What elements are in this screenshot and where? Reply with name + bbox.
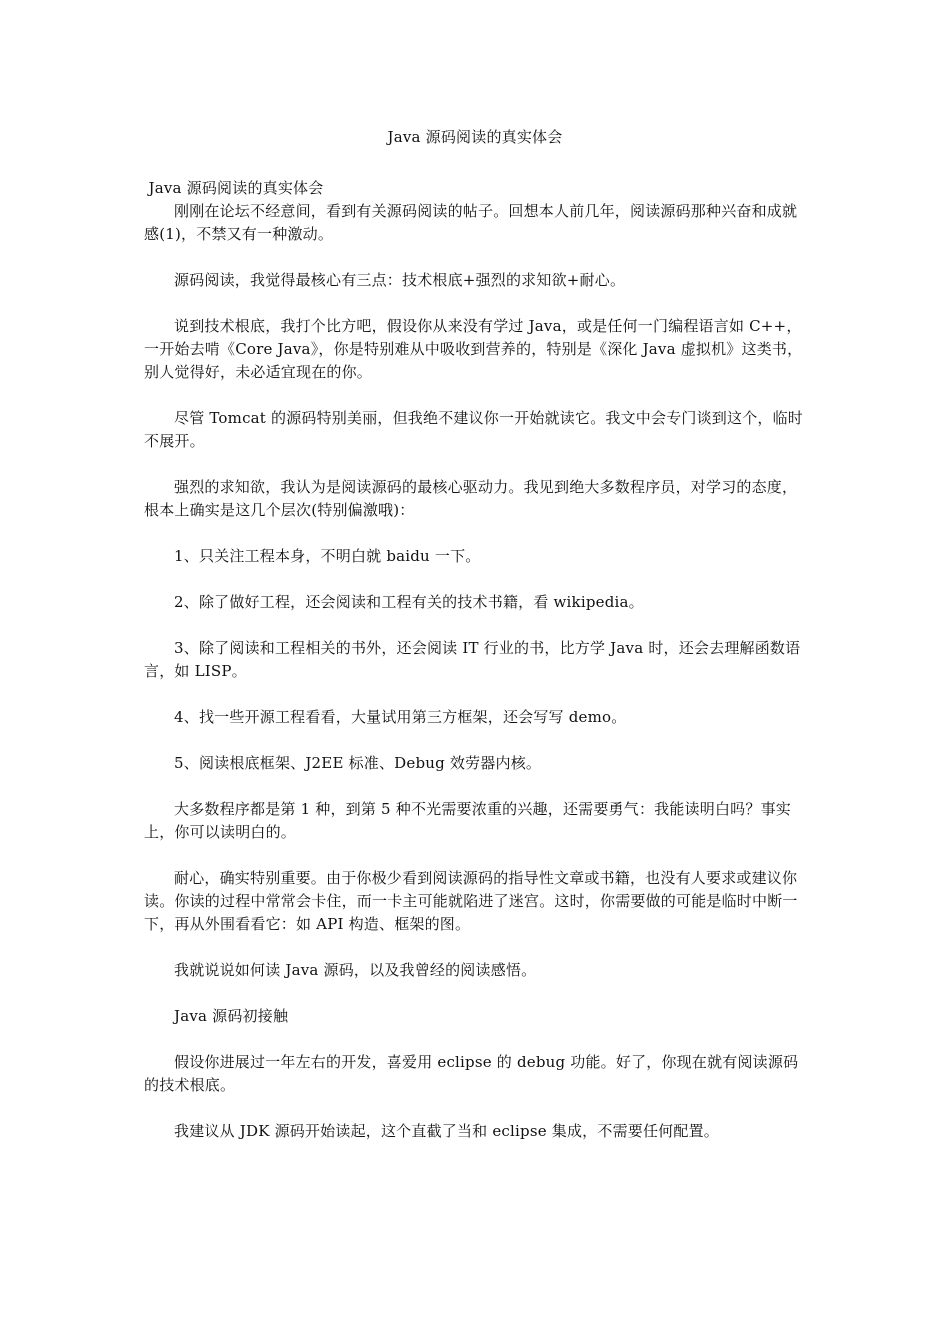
- paragraph: 假设你进展过一年左右的开发，喜爱用 eclipse 的 debug 功能。好了，你现在就有阅读源码的技术根底。: [144, 1053, 799, 1094]
- paragraph: 大多数程序都是第 1 种，到第 5 种不光需要浓重的兴趣，还需要勇气：我能读明白吗？事实上，你可以读明白的。: [144, 800, 791, 841]
- list-item: 4、找一些开源工程看看，大量试用第三方框架，还会写写 demo。: [174, 708, 627, 726]
- section-heading: Java 源码初接触: [174, 1007, 289, 1025]
- paragraph-subtitle: Java 源码阅读的真实体会: [148, 179, 324, 197]
- paragraph: 强烈的求知欲，我认为是阅读源码的最核心驱动力。我见到绝大多数程序员，对学习的态度，根本上确实是这几个层次(特别偏激哦)：: [144, 478, 798, 519]
- list-item: 2、除了做好工程，还会阅读和工程有关的技术书籍，看 wikipedia。: [174, 593, 644, 611]
- document-title: Java 源码阅读的真实体会: [387, 128, 563, 146]
- document-body: [144, 177, 812, 1143]
- list-item: 3、除了阅读和工程相关的书外，还会阅读 IT 行业的书，比方学 Java 时，还会去理解函数语言，如 LISP。: [144, 639, 801, 680]
- paragraph: 耐心，确实特别重要。由于你极少看到阅读源码的指导性文章或书籍，也没有人要求或建议你读。你读的过程中常常会卡住，而一卡主可能就陷进了迷宫。这时，你需要做的可能是临时中断一下，再从外围看看它：如 API 构造、框架的图。: [144, 869, 798, 933]
- paragraph: 尽管 Tomcat 的源码特别美丽，但我绝不建议你一开始就读它。我文中会专门谈到这个，临时不展开。: [144, 409, 804, 450]
- paragraph: 我建议从 JDK 源码开始读起，这个直截了当和 eclipse 集成，不需要任何配置。: [174, 1122, 719, 1140]
- paragraph: 说到技术根底，我打个比方吧，假设你从来没有学过 Java，或是任何一门编程语言如 C++，一开始去啃《Core Java》，你是特别难从中吸收到营养的，特别是《深化 Java 虚拟机》这类书，别人觉得好，未必适宜现在的你。: [144, 317, 803, 381]
- paragraph: 我就说说如何读 Java 源码，以及我曾经的阅读感悟。: [174, 961, 537, 979]
- list-item: 1、只关注工程本身，不明白就 baidu 一下。: [174, 547, 481, 565]
- paragraph: 源码阅读，我觉得最核心有三点：技术根底+强烈的求知欲+耐心。: [174, 271, 626, 289]
- list-item: 5、阅读根底框架、J2EE 标准、Debug 效劳器内核。: [174, 754, 542, 772]
- paragraph: 刚刚在论坛不经意间，看到有关源码阅读的帖子。回想本人前几年，阅读源码那种兴奋和成就感(1)，不禁又有一种激动。: [144, 202, 798, 243]
